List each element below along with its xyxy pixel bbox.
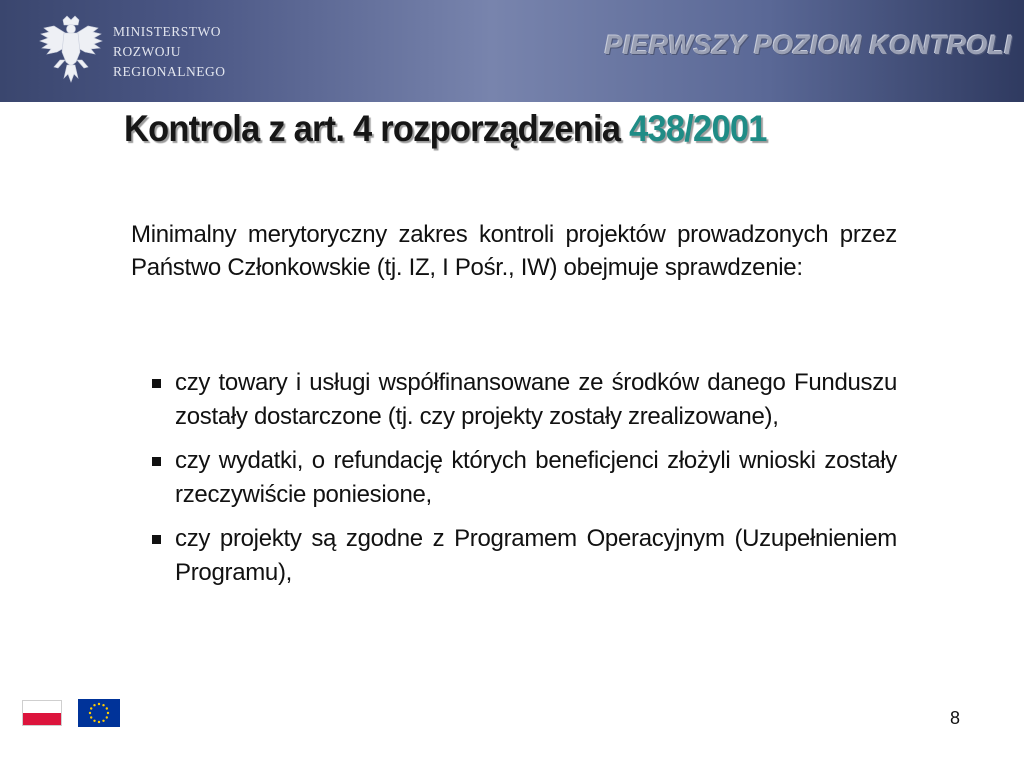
slide-title-main: Kontrola z art. 4 rozporządzenia xyxy=(124,108,621,149)
bullet-text: czy wydatki, o refundację których beneficjenci złożyli wnioski zostały rzeczywiście poniesione, xyxy=(175,447,897,508)
ministry-name-line: MINISTERSTWO xyxy=(113,24,221,39)
intro-paragraph: Minimalny merytoryczny zakres kontroli projektów prowadzonych przez Państwo Członkowskie (tj. IZ, I Pośr., IW) obejmuje sprawdzenie: xyxy=(131,221,897,281)
bullet-item xyxy=(150,444,897,512)
slide-title xyxy=(124,108,767,150)
bullet-item xyxy=(150,366,897,434)
slide-title-accent: 438/2001 xyxy=(629,108,767,149)
ministry-name-line: REGIONALNEGO xyxy=(113,64,226,79)
square-bullet-icon xyxy=(152,535,161,544)
header-banner xyxy=(0,0,1024,102)
eu-flag-icon xyxy=(78,699,120,727)
poland-flag-icon xyxy=(22,700,62,726)
bullet-text: czy towary i usługi współfinansowane ze środków danego Funduszu zostały dostarczone (tj. czy projekty zostały zrealizowane), xyxy=(175,369,897,430)
ministry-name xyxy=(113,22,225,82)
white-eagle-emblem-icon xyxy=(36,14,106,86)
square-bullet-icon xyxy=(152,379,161,388)
page-number: 8 xyxy=(950,708,961,728)
bullet-item xyxy=(150,522,897,590)
ministry-name-line: ROZWOJU xyxy=(113,44,181,59)
bullet-text: czy projekty są zgodne z Programem Operacyjnym (Uzupełnieniem Programu), xyxy=(175,525,897,586)
section-title: PIERWSZY POZIOM KONTROLI xyxy=(604,30,1012,60)
square-bullet-icon xyxy=(152,457,161,466)
bullet-list xyxy=(150,366,897,600)
